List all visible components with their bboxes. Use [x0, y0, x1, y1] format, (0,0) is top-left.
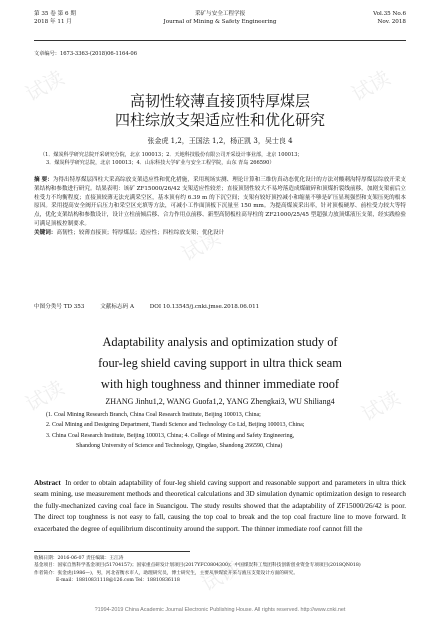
english-abstract-label: Abstract — [34, 479, 61, 487]
chinese-affiliation-line: （1．煤炭科学研究总院开采研究分院，北京 100013；2．天地科技股份有限公司开采设计事业部，北京 100013； — [40, 152, 303, 158]
journal-name-en: Journal of Mining & Safety Engineering — [163, 19, 277, 25]
header-volume: 第 35 卷 第 6 期 — [34, 11, 76, 17]
header-vol-no: Vol.35 No.6 — [373, 11, 406, 17]
header-month: Nov. 2018 — [377, 19, 406, 25]
document-code: 文献标志码 A — [100, 304, 134, 310]
chinese-affiliations — [40, 151, 400, 167]
chinese-keywords-label: 关键词： — [34, 229, 57, 236]
english-abstract — [34, 478, 406, 535]
doi: DOI 10.13545/j.cnki.jmse.2018.06.011 — [149, 304, 260, 310]
clc-number: 中图分类号 TD 353 — [34, 304, 85, 310]
watermark: 试读 — [347, 65, 395, 107]
footnote-contact: E-mail：18810831118@126.com Tel：18810836118 — [56, 578, 180, 584]
watermark: 试读 — [357, 385, 405, 427]
english-abstract-text: In order to obtain adaptability of four-leg shield caving support and reasonable support and parameters in ultra thick seam mining, use measurement methods and theoretical calculations and 3D simulation dynamic optimization design to research the fully-mechanized caving coal face in Suancigou. The study results showed that the adaptability of ZF15000/26/42 is poor. The direct top toughness is not easy to fall, causing the top coal to break and the top coal fracture line to move forward. It exacerbated the degree of equilibrium discontinuity around the support. The thinner immediate roof cannot fill the — [34, 479, 407, 533]
english-authors: ZHANG Jinhu1,2, WANG Guofa1,2, YANG Zhengkai3, WU Shiliang4 — [105, 397, 335, 406]
english-affiliation-line: (1. Coal Mining Research Branch, China Coal Research Institute, Beijing 100013, China; — [46, 412, 261, 418]
chinese-authors: 张金虎 1,2，王国法 1,2，杨正凯 3，吴士良 4 — [147, 137, 293, 145]
english-title — [34, 332, 406, 395]
chinese-keywords-text: 高韧性；较薄直接顶；特厚煤层；适应性；四柱综放支架；优化设计 — [56, 229, 225, 236]
footnote-rule — [34, 551, 190, 552]
chinese-title-line2: 四柱综放支架适应性和优化研究 — [114, 111, 325, 129]
header-center — [34, 10, 406, 26]
chinese-keywords — [34, 229, 406, 238]
footnote-received: 收稿日期：2016-06-07 责任编辑：王江涛 — [34, 556, 124, 561]
journal-name-cn: 采矿与安全工程学报 — [194, 11, 246, 17]
watermark: 试读 — [197, 555, 245, 597]
english-title-line1: Adaptability analysis and optimization study of — [102, 335, 338, 349]
watermark: 试读 — [21, 375, 69, 417]
watermark: 试读 — [21, 65, 69, 107]
english-affiliation-line: Shandong University of Science and Technology, Qingdao, Shandong 266590, China) — [76, 443, 283, 450]
watermark: 试读 — [177, 225, 225, 267]
english-affiliations — [46, 410, 400, 452]
header-date: 2018 年 11 月 — [34, 19, 72, 25]
chinese-abstract — [34, 176, 406, 238]
copyright-footer: ?1994-2019 China Academic Journal Electronic Publishing House. All rights reserved. http://www.cnki.net — [94, 607, 346, 613]
chinese-abstract-label: 摘 要： — [34, 177, 53, 183]
classification-meta — [34, 303, 406, 312]
english-title-line2: four-leg shield caving support in ultra thick seam — [98, 356, 342, 370]
english-affiliation-line: 3. China Coal Research Institute, Beijing 100013, China; 4. College of Mining and Safety Engineering, — [46, 432, 295, 439]
header-right — [373, 10, 406, 26]
chinese-title-line1: 高韧性较薄直接顶特厚煤层 — [129, 92, 310, 110]
footnote-author-bio: 作者简介：张金虎(1986—)，男，河北省衡水市人，助理研究员，博士研究生，主要从事煤炭开采与液压支架设计方面的研究。 — [34, 570, 299, 576]
article-number: 文章编号：1673-3363-(2018)06-1164-06 — [34, 51, 138, 57]
chinese-title — [34, 92, 406, 130]
footnote-funding: 基金项目：国家自然科学基金项目(51704157)；国家重点研发计划项目(2017YFC0804300)；中国煤炭科工集团科技创新创业资金专项项目(2018QN018) — [34, 563, 361, 569]
header-rule — [34, 40, 406, 41]
english-affiliation-line: 2. Coal Mining and Designing Department, Tiandi Science and Technology Co Ltd, Beijing 100013, China; — [46, 422, 305, 429]
chinese-abstract-text: 为得出特厚煤层四柱大采高综放支架适应性和优化措施，采用现场实测、理论计算和三维仿真动态优化设计的方法对酸刺沟特厚煤层综放开采支架结构和参数进行研究。结果表明：该矿 ZF15000/26/42 支架适应性较差；直接顶韧性较大不易垮落造成煤破碎和顶煤折裂线前移，加剧支架前后立柱受力不均衡程度；直接顶较薄无法充满采空区，基本顶有约 6.39 m 的下沉空间；支架有较好顶控减小和缩量不够是矿压显现强烈和支架压死的根本原因。采用提高安全阀开启压力和采空区充填等方法，可减小工作面顶板下沉量至 150 mm。为提高煤炭采出率，针对顶板硬厚、前柱受力较大等特点，优化支架结构和参数设计，设计立柱前倾后移、合力作用点前移、新型高韧板柱高导柱的 ZF21000/25/45 型超强力放顶煤液压支架，经实践检验可满足顶板控制要求。 — [34, 177, 406, 227]
english-title-line3: with high toughness and thinner immediate roof — [100, 377, 340, 391]
chinese-affiliation-line: 3．煤炭科学研究总院，北京 100013；4．山东科技大学矿业与安全工程学院，山东 青岛 266590） — [46, 160, 275, 166]
running-header — [34, 10, 406, 40]
